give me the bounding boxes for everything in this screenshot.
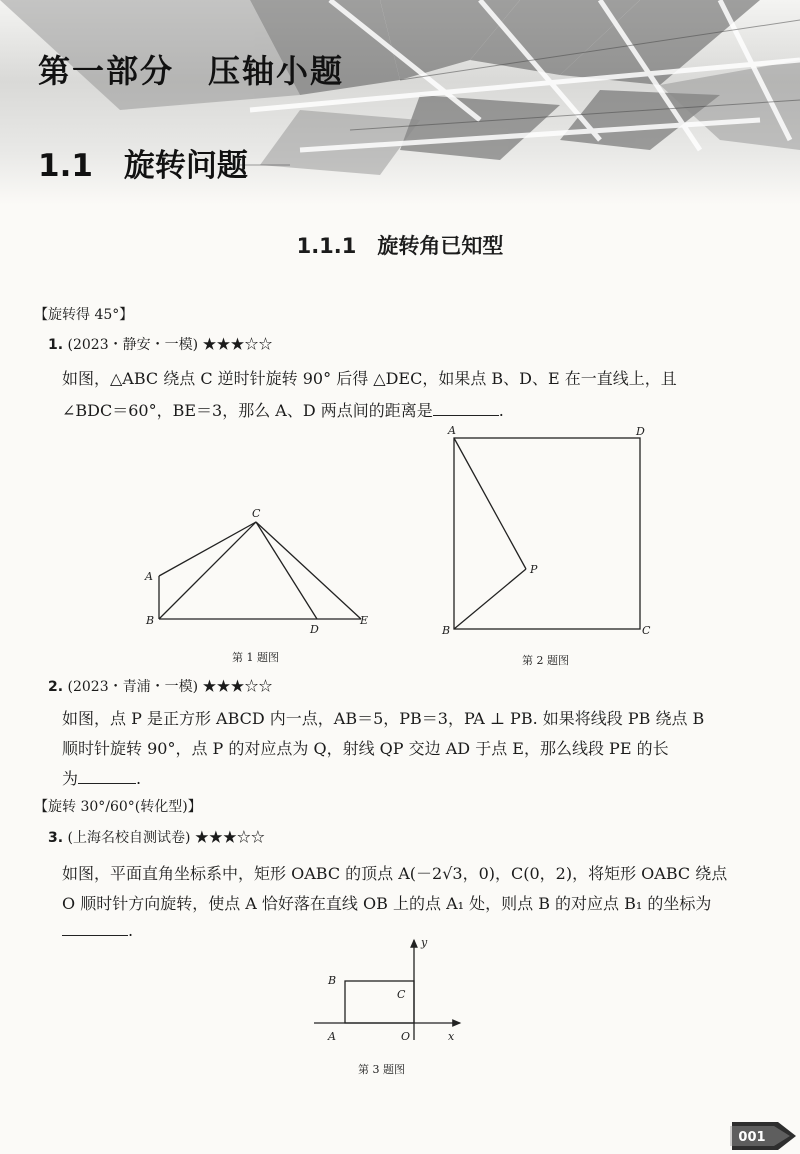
figure-3 [300,930,470,1050]
question-number: 2. [48,679,64,695]
question-text: . [136,769,142,788]
figure-label: E [360,614,369,627]
figure-label: C [642,624,651,637]
question-source: (2023・青浦・一模) [67,679,199,695]
page-number-tab [730,1118,800,1154]
question-number: 1. [48,337,64,353]
figure-label: D [310,623,319,636]
question-text-line: 如图，点 P 是正方形 ABCD 内一点，AB＝5，PB＝3，PA ⊥ PB. 如果将线段 PB 绕点 B [62,709,705,728]
figure-caption: 第 1 题图 [232,651,279,664]
figure-label: x [448,1030,455,1043]
page-number: 001 [738,1130,766,1145]
part-title: 第一部分 压轴小题 [38,52,345,90]
subsection-title: 1.1.1 旋转角已知型 [296,234,504,258]
question-text-line [62,766,141,789]
question-text: . [498,401,504,420]
figure-label: A [328,1030,336,1043]
difficulty-stars: ★★★☆☆ [202,679,273,695]
question-number: 3. [48,830,64,846]
figure-caption: 第 2 题图 [522,654,569,667]
figure-label: P [530,563,538,576]
answer-blank [62,921,128,936]
figure-label: O [401,1030,411,1043]
figure-label: B [146,614,155,627]
question-header [48,827,265,847]
figure-label: D [636,425,645,438]
group-tag: 【旋转得 45°】 [34,307,134,323]
figure-caption: 第 3 题图 [358,1063,405,1076]
question-text: ∠BDC＝60°，BE＝3，那么 A、D 两点间的距离是 [62,401,433,420]
question-source: (上海名校自测试卷) [67,830,191,846]
answer-blank [78,769,136,784]
figure-label: y [421,936,428,949]
figure-label: B [442,624,451,637]
question-source: (2023・静安・一模) [67,337,199,353]
question-text: . [128,921,134,940]
figure-label: C [397,988,406,1001]
difficulty-stars: ★★★☆☆ [194,830,265,846]
figure-label: C [252,507,261,520]
question-text-line: 顺时针旋转 90°，点 P 的对应点为 Q，射线 QP 交边 AD 于点 E，那么线段 PE 的长 [62,739,669,758]
figure-1 [140,500,380,640]
figure-label: A [145,570,153,583]
question-text-line: 如图，平面直角坐标系中，矩形 OABC 的顶点 A(－2√3，0)，C(0，2)，将矩形 OABC 绕点 [62,864,728,883]
figure-label: A [448,424,456,437]
question-text-line: 如图，△ABC 绕点 C 逆时针旋转 90° 后得 △DEC，如果点 B、D、E 在一直线上，且 [62,369,677,388]
question-header [48,334,273,354]
figure-label: B [328,974,337,987]
figure-2 [440,422,660,642]
answer-blank [433,401,499,416]
group-tag: 【旋转 30°/60°(转化型)】 [34,799,202,815]
difficulty-stars: ★★★☆☆ [202,337,273,353]
question-text: 为 [62,769,79,788]
question-header [48,676,273,696]
section-title: 1.1 旋转问题 [38,148,248,184]
question-text-line: O 顺时针方向旋转，使点 A 恰好落在直线 OB 上的点 A₁ 处，则点 B 的对应点 B₁ 的坐标为 [62,894,712,913]
question-text-line [62,398,504,421]
question-text-line [62,921,133,940]
